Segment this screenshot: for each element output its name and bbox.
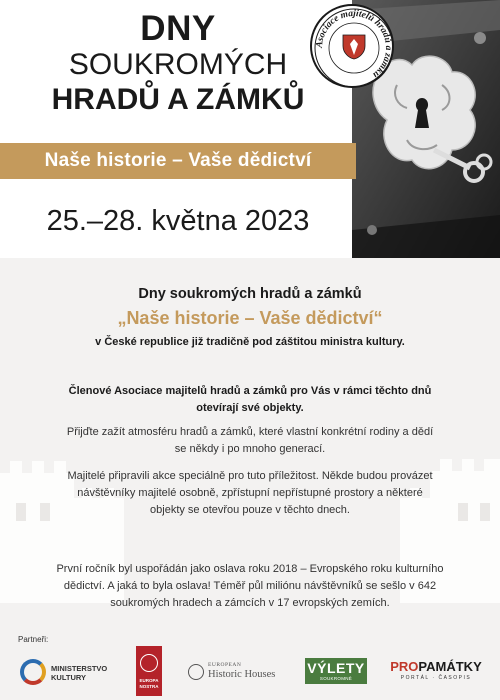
logo-europa-nostra	[136, 646, 162, 696]
title-dny: DNY	[140, 9, 216, 48]
tagline-text: Naše historie – Vaše dědictví	[44, 150, 312, 171]
europa-nostra-label: EUROPA NOSTRA	[139, 678, 159, 689]
paragraph-history: První ročník byl uspořádán jako oslava roku 2018 – Evropského roku kulturního dědictví. A jaká to byla oslava! Téměř půl miliónu návštěvníků se sešlo v 642 soukromých hradech a zámcích v 17 evropských zemích.	[56, 563, 444, 609]
propamatky-pro: PRO	[390, 659, 419, 674]
intro-subtitle: v České republice již tradičně pod záštitou ministra kultury.	[95, 336, 405, 348]
association-seal	[310, 4, 394, 88]
intro-title: Dny soukromých hradů a zámků	[138, 286, 362, 302]
propamatky-pamatky: PAMÁTKY	[418, 659, 482, 674]
logo-vylety-soukromne	[305, 658, 367, 684]
intro-quote: „Naše historie – Vaše dědictví“	[117, 308, 383, 328]
ehh-big-label: Historic Houses	[208, 669, 276, 680]
paragraph-members: Členové Asociace majitelů hradů a zámků pro Vás v rámci těchto dnů otevírají své objekty.	[68, 385, 432, 414]
poster-header	[0, 0, 500, 258]
ministry-label: MINISTERSTVO KULTURY	[51, 664, 108, 682]
partner-logos	[0, 643, 500, 700]
title-hradu-a-zamku: HRADŮ A ZÁMKŮ	[51, 83, 305, 116]
event-date: 25.–28. května 2023	[46, 205, 310, 237]
ehh-emblem-icon	[188, 664, 204, 680]
seal-label: Asociace majitelů hradů a zámků	[314, 8, 394, 80]
title-block	[0, 10, 356, 118]
lion-shield-icon	[342, 34, 366, 60]
vylety-label: VÝLETY	[307, 660, 365, 676]
partners-label: Partneři:	[18, 635, 49, 644]
propamatky-wordmark	[388, 659, 484, 674]
logo-ministry-of-culture	[20, 657, 120, 687]
vylety-sublabel: SOUKROMNĚ	[319, 676, 353, 681]
europa-nostra-emblem-icon	[140, 654, 158, 672]
title-soukromych: SOUKROMÝCH	[68, 48, 288, 81]
ehh-small-label: EUROPEAN	[208, 662, 242, 668]
propamatky-sublabel: PORTÁL · ČASOPIS	[400, 675, 472, 681]
logo-propamatky	[388, 659, 484, 685]
tagline-band	[0, 143, 356, 179]
paragraph-owners: Majitelé připravili akce speciálně pro tuto příležitost. Někde budou provázet návštěvníky majitelé osobně, zpřístupní nepřístupné prostory a některé objekty se otevřou pouze v těchto dnech.	[67, 470, 433, 516]
ministry-ring-icon	[20, 659, 46, 685]
paragraph-invite: Přijďte zažít atmosféru hradů a zámků, které vlastní konkrétní rodiny a dědí se někdy i po mnoho generací.	[66, 426, 434, 455]
poster-body	[0, 258, 500, 700]
logo-european-historic-houses	[188, 661, 288, 685]
